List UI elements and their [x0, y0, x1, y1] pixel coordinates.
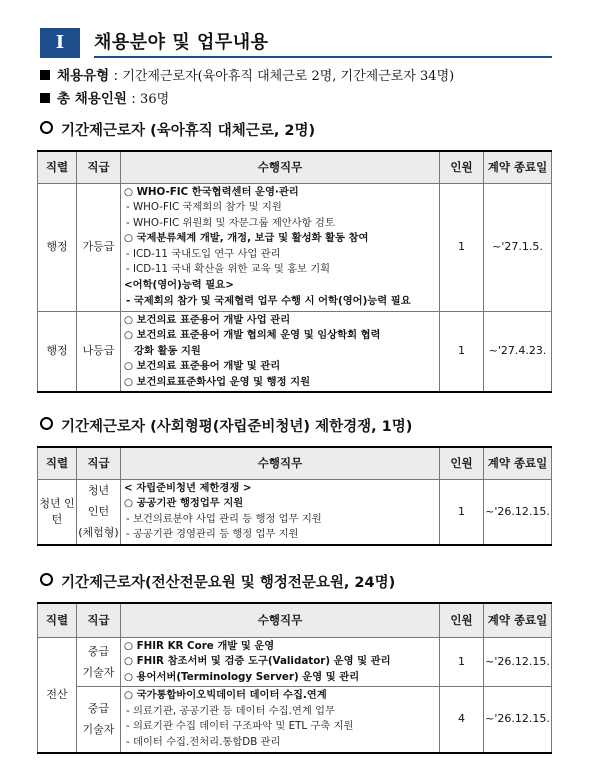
table3-heading: 기간제근로자(전산전문요원 및 행정전문요원, 24명)	[40, 573, 395, 593]
circle-bullet-icon	[40, 417, 53, 430]
col-header-series: 직렬	[38, 603, 77, 637]
duty-line: < 자립준비청년 제한경쟁 >	[124, 481, 252, 494]
duty-line: - ICD-11 국내도입 연구 사업 관리	[126, 247, 281, 260]
duty-line: - WHO-FIC 국제회의 참가 및 지원	[126, 201, 282, 214]
cell-end-date: ~'26.12.15.	[484, 479, 552, 545]
table2-heading: 기간제근로자 (사회형평(자립준비청년) 제한경쟁, 1명)	[40, 417, 412, 437]
square-bullet-icon	[40, 93, 50, 103]
col-header-end-date: 계약 종료일	[484, 151, 552, 183]
duty-line: ○ 보건의료 표준용어 개발 및 관리	[124, 360, 281, 373]
summary-recruit-type: 채용유형 : 기간제근로자(육아휴직 대체근로 2명, 기간제근로자 34명)	[40, 67, 454, 86]
col-header-series: 직렬	[38, 447, 77, 479]
summary-total-hires: 총 채용인원 : 36명	[40, 90, 169, 109]
circle-bullet-icon	[40, 573, 53, 586]
cell-count: 1	[440, 183, 484, 311]
col-header-duties: 수행직무	[121, 603, 440, 637]
duty-line: ○ 용어서버(Terminology Server) 운영 및 관리	[124, 670, 360, 683]
job-table-parental-leave	[37, 150, 552, 393]
cell-end-date: ~'27.1.5.	[484, 183, 552, 311]
circle-bullet-icon	[40, 121, 53, 134]
col-header-end-date: 계약 종료일	[484, 603, 552, 637]
col-header-duties: 수행직무	[121, 447, 440, 479]
duty-line: ○ FHIR 참조서버 및 검증 도구(Validator) 운영 및 관리	[124, 655, 391, 668]
duty-line: - 공공기관 경영관리 등 행정 업무 지원	[126, 528, 299, 541]
table-row	[38, 479, 552, 545]
duty-line: ○ 공공기관 행정업무 지원	[124, 497, 244, 510]
job-table-it-admin	[37, 602, 552, 754]
table-header-row	[38, 151, 552, 183]
cell-duties	[121, 183, 440, 311]
duty-line: 강화 활동 지원	[134, 344, 201, 357]
table-row	[38, 183, 552, 311]
cell-grade: 중급 기술자	[77, 687, 121, 753]
cell-count: 1	[440, 479, 484, 545]
col-header-count: 인원	[440, 447, 484, 479]
cell-grade: 청년 인턴 (체험형)	[77, 479, 121, 545]
duty-line: - 데이터 수집.전처리.통합DB 관리	[126, 736, 281, 749]
duty-line: - 의료기관 수집 데이터 구조파악 및 ETL 구축 지원	[126, 720, 354, 733]
table-row	[38, 311, 552, 392]
cell-end-date: ~'26.12.15.	[484, 687, 552, 753]
col-header-count: 인원	[440, 151, 484, 183]
duty-line: ○ WHO-FIC 한국협력센터 운영·관리	[124, 185, 299, 198]
section-title: 채용분야 및 업무내용	[94, 32, 269, 53]
col-header-grade: 직급	[77, 603, 121, 637]
cell-end-date: ~'26.12.15.	[484, 637, 552, 687]
table-row	[38, 687, 552, 753]
duty-line: - 국제회의 참가 및 국제협력 업무 수행 시 어학(영어)능력 필요	[126, 294, 411, 307]
section-header	[40, 28, 552, 58]
duty-line: - 보건의료분야 사업 관리 등 행정 업무 지원	[126, 512, 322, 525]
table-header-row	[38, 603, 552, 637]
job-table-social-equity	[37, 446, 552, 546]
cell-count: 4	[440, 687, 484, 753]
cell-grade: 가등급	[77, 183, 121, 311]
cell-duties	[121, 637, 440, 687]
cell-series: 행정	[38, 183, 77, 311]
square-bullet-icon	[40, 70, 50, 80]
cell-series: 행정	[38, 311, 77, 392]
table-row	[38, 637, 552, 687]
duty-line: ○ 보건의료 표준용어 개발 협의체 운영 및 임상학회 협력	[124, 329, 381, 342]
col-header-count: 인원	[440, 603, 484, 637]
cell-end-date: ~'27.4.23.	[484, 311, 552, 392]
cell-count: 1	[440, 637, 484, 687]
col-header-grade: 직급	[77, 151, 121, 183]
cell-duties	[121, 311, 440, 392]
duty-line: <어학(영어)능력 필요>	[124, 279, 234, 292]
cell-duties	[121, 687, 440, 753]
col-header-duties: 수행직무	[121, 151, 440, 183]
duty-line: - WHO-FIC 위원회 및 자문그룹 제안사항 검토	[126, 216, 335, 229]
col-header-series: 직렬	[38, 151, 77, 183]
cell-series: 청년 인턴	[38, 479, 77, 545]
cell-duties	[121, 479, 440, 545]
cell-series: 전산	[38, 637, 77, 753]
duty-line: - 의료기관, 공공기관 등 데이터 수집.연계 업무	[126, 704, 335, 717]
duty-line: ○ 국가통합바이오빅데이터 데이터 수집.연계	[124, 689, 327, 702]
section-underline	[94, 56, 552, 58]
col-header-grade: 직급	[77, 447, 121, 479]
duty-line: ○ 국제분류체계 개발, 개정, 보급 및 활성화 활동 참여	[124, 232, 369, 245]
duty-line: - ICD-11 국내 확산을 위한 교육 및 홍보 기획	[126, 263, 331, 276]
cell-count: 1	[440, 311, 484, 392]
cell-grade: 중급 기술자	[77, 637, 121, 687]
col-header-end-date: 계약 종료일	[484, 447, 552, 479]
duty-line: ○ 보건의료표준화사업 운영 및 행정 지원	[124, 375, 311, 388]
duty-line: ○ 보건의료 표준용어 개발 사업 관리	[124, 313, 291, 326]
cell-grade: 나등급	[77, 311, 121, 392]
table1-heading: 기간제근로자 (육아휴직 대체근로, 2명)	[40, 121, 315, 141]
section-number: Ⅰ	[40, 28, 80, 58]
duty-line: ○ FHIR KR Core 개발 및 운영	[124, 639, 275, 652]
table-header-row	[38, 447, 552, 479]
